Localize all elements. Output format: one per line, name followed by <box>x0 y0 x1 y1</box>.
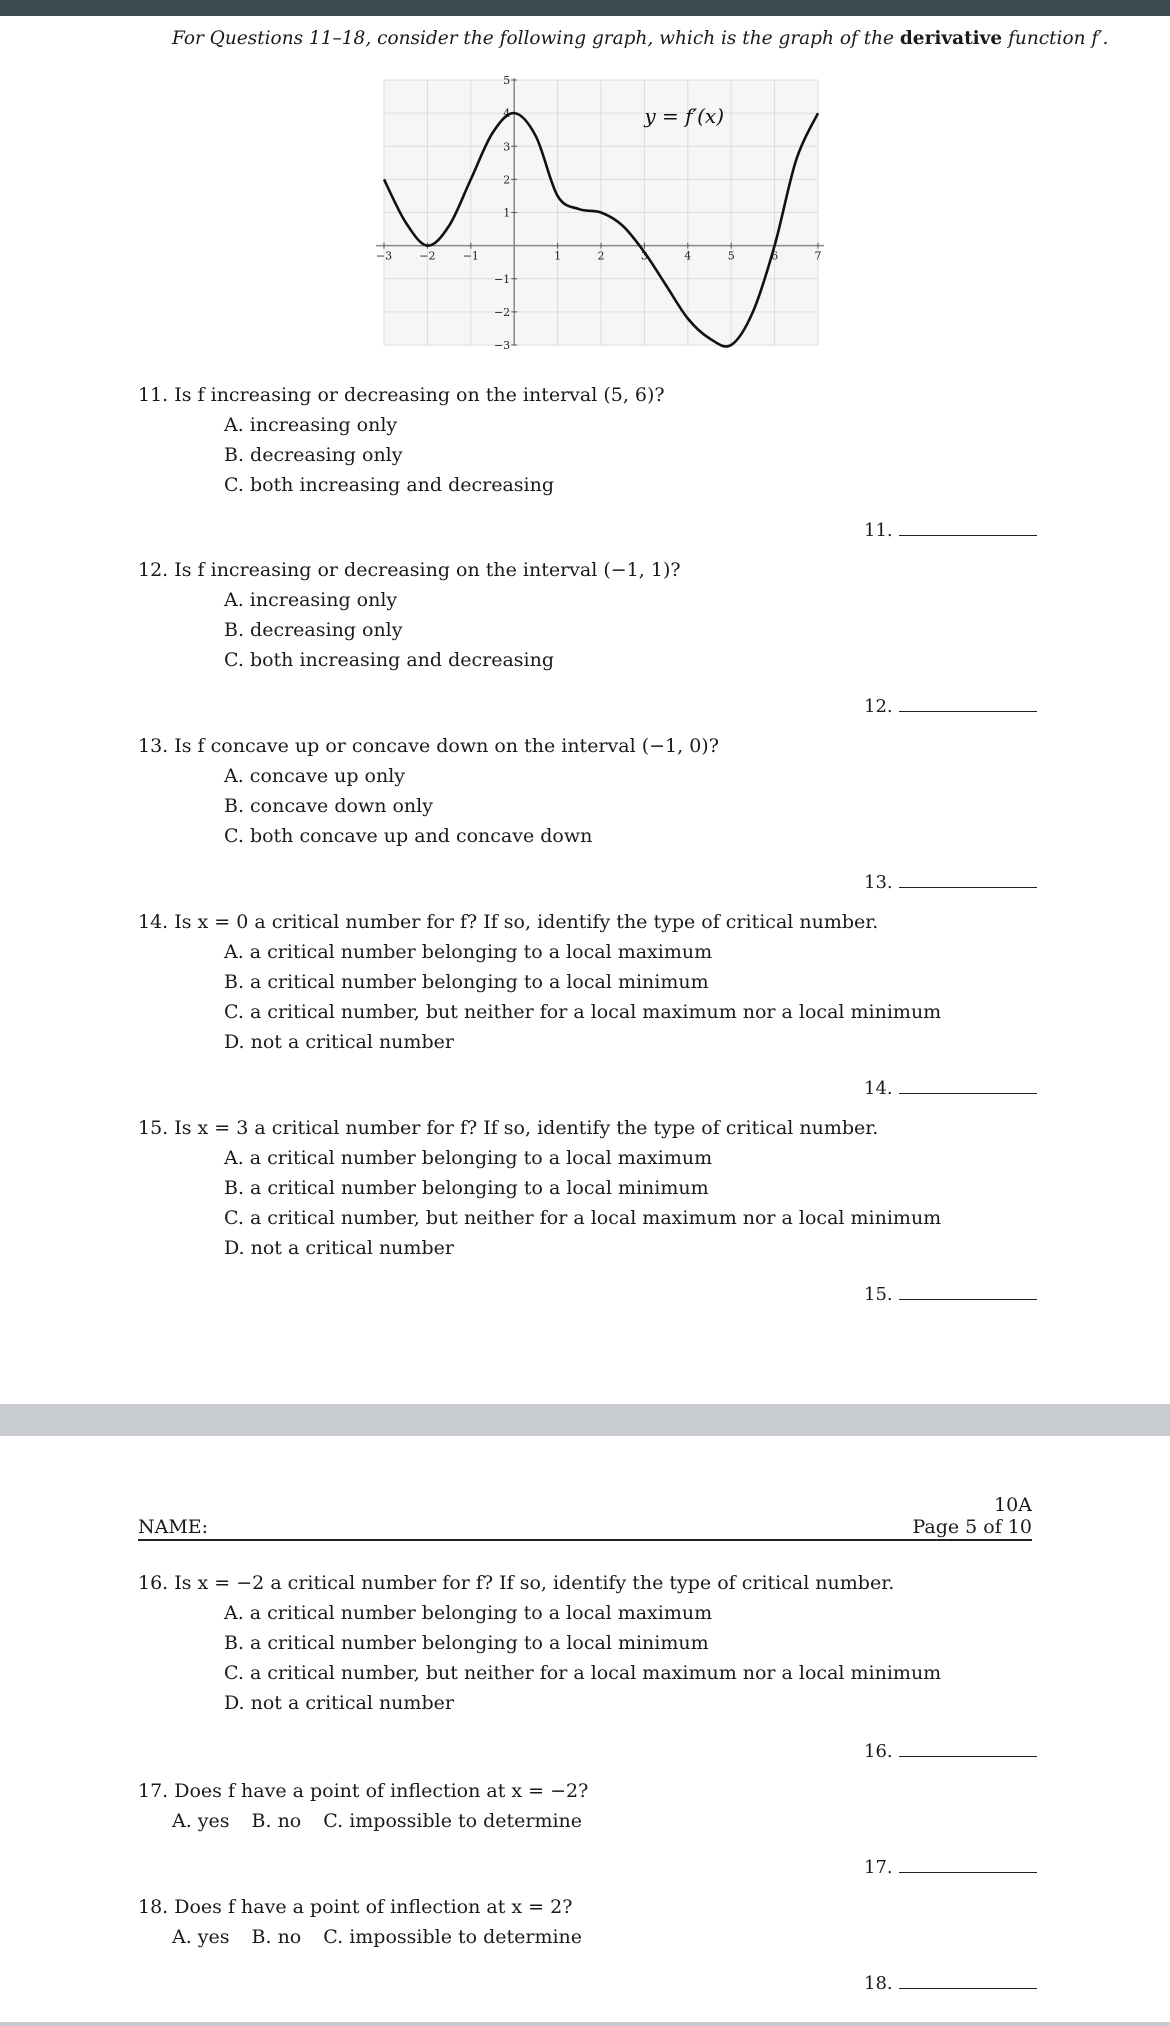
y-tick-label: −2 <box>493 305 511 319</box>
option-b: B. a critical number belonging to a local minimum <box>224 1177 709 1199</box>
option-a: A. a critical number belonging to a local maximum <box>224 941 713 963</box>
y-tick-label: 4 <box>503 107 511 121</box>
y-tick-label: −3 <box>493 339 511 352</box>
option-a: A. increasing only <box>224 589 398 611</box>
option-c: C. impossible to determine <box>323 1926 583 1948</box>
option-c: C. both concave up and concave down <box>224 825 593 847</box>
intro-text: For Questions 11–18, consider the following graph, which is the graph of the derivative function f′. <box>172 28 1109 49</box>
page-break <box>0 1404 1170 1436</box>
option-c: C. both increasing and decreasing <box>224 474 555 496</box>
question-16 <box>138 1568 941 1718</box>
answer-blank[interactable] <box>899 875 1037 888</box>
answer-line-12[interactable]: 12. <box>864 696 1037 717</box>
answer-line-15[interactable]: 15. <box>864 1284 1037 1305</box>
page-number: Page 5 of 10 <box>912 1516 1032 1538</box>
bottom-edge <box>0 2022 1170 2026</box>
option-c: C. both increasing and decreasing <box>224 649 555 671</box>
question-text: 15. Is x = 3 a critical number for f? If so, identify the type of critical number. <box>138 1117 879 1139</box>
option-b: B. no <box>251 1926 302 1948</box>
x-tick-label: −1 <box>462 249 479 263</box>
option-b: B. decreasing only <box>224 444 403 466</box>
derivative-graph <box>376 70 826 355</box>
answer-line-14[interactable]: 14. <box>864 1078 1037 1099</box>
option-a: A. yes <box>172 1810 230 1832</box>
option-c: C. a critical number, but neither for a local maximum nor a local minimum <box>224 1207 942 1229</box>
option-a: A. a critical number belonging to a local maximum <box>224 1147 713 1169</box>
y-tick-label: 2 <box>503 173 511 187</box>
option-b: B. concave down only <box>224 795 433 817</box>
top-bar <box>0 0 1170 16</box>
answer-line-18[interactable]: 18. <box>864 1973 1037 1994</box>
option-a: A. concave up only <box>224 765 406 787</box>
x-tick-label: 1 <box>554 249 562 263</box>
answer-blank[interactable] <box>899 1081 1037 1094</box>
x-tick-label: 5 <box>727 249 735 263</box>
answer-blank[interactable] <box>899 1744 1037 1757</box>
option-b: B. no <box>251 1810 302 1832</box>
question-12 <box>138 555 681 675</box>
x-tick-label: −2 <box>419 249 436 263</box>
question-text: 17. Does f have a point of inflection at x = −2? <box>138 1780 589 1802</box>
y-tick-label: 1 <box>503 206 511 220</box>
question-text: 11. Is f increasing or decreasing on the interval (5, 6)? <box>138 384 665 406</box>
y-tick-label: 3 <box>503 140 511 154</box>
option-a: A. yes <box>172 1926 230 1948</box>
chart-title: y = f′(x) <box>644 104 725 129</box>
x-tick-label: 3 <box>640 249 648 263</box>
question-text: 14. Is x = 0 a critical number for f? If so, identify the type of critical number. <box>138 911 879 933</box>
question-text: 12. Is f increasing or decreasing on the interval (−1, 1)? <box>138 559 681 581</box>
option-b: B. a critical number belonging to a local minimum <box>224 1632 709 1654</box>
graph-svg <box>376 70 826 355</box>
x-tick-label: 7 <box>814 249 822 263</box>
option-c: C. impossible to determine <box>323 1810 583 1832</box>
answer-blank[interactable] <box>899 1287 1037 1300</box>
option-d: D. not a critical number <box>224 1031 454 1053</box>
question-text: 13. Is f concave up or concave down on the interval (−1, 0)? <box>138 735 719 757</box>
answer-blank[interactable] <box>899 699 1037 712</box>
answer-line-17[interactable]: 17. <box>864 1857 1037 1878</box>
version-label: 10A <box>994 1494 1032 1516</box>
answer-blank[interactable] <box>899 1976 1037 1989</box>
option-a: A. increasing only <box>224 414 398 436</box>
answer-line-11[interactable]: 11. <box>864 520 1037 541</box>
answer-blank[interactable] <box>899 1860 1037 1873</box>
question-text: 18. Does f have a point of inflection at x = 2? <box>138 1896 573 1918</box>
option-c: C. a critical number, but neither for a local maximum nor a local minimum <box>224 1662 942 1684</box>
x-tick-label: −3 <box>376 249 393 263</box>
header-rule <box>138 1539 1032 1541</box>
question-13 <box>138 731 719 851</box>
question-11 <box>138 380 665 500</box>
option-b: B. a critical number belonging to a local minimum <box>224 971 709 993</box>
question-15 <box>138 1113 941 1263</box>
y-tick-label: −1 <box>493 272 511 286</box>
option-b: B. decreasing only <box>224 619 403 641</box>
question-14 <box>138 907 941 1057</box>
answer-blank[interactable] <box>899 523 1037 536</box>
question-17 <box>138 1776 604 1836</box>
x-tick-label: 2 <box>597 249 605 263</box>
option-d: D. not a critical number <box>224 1692 454 1714</box>
option-a: A. a critical number belonging to a local maximum <box>224 1602 713 1624</box>
answer-line-16[interactable]: 16. <box>864 1741 1037 1762</box>
question-text: 16. Is x = −2 a critical number for f? If so, identify the type of critical number. <box>138 1572 895 1594</box>
question-18 <box>138 1892 604 1952</box>
x-tick-label: 6 <box>771 249 779 263</box>
name-label: NAME: <box>138 1516 209 1538</box>
y-tick-label: 5 <box>503 74 511 87</box>
option-c: C. a critical number, but neither for a local maximum nor a local minimum <box>224 1001 942 1023</box>
x-tick-label: 4 <box>684 249 692 263</box>
option-d: D. not a critical number <box>224 1237 454 1259</box>
answer-line-13[interactable]: 13. <box>864 872 1037 893</box>
